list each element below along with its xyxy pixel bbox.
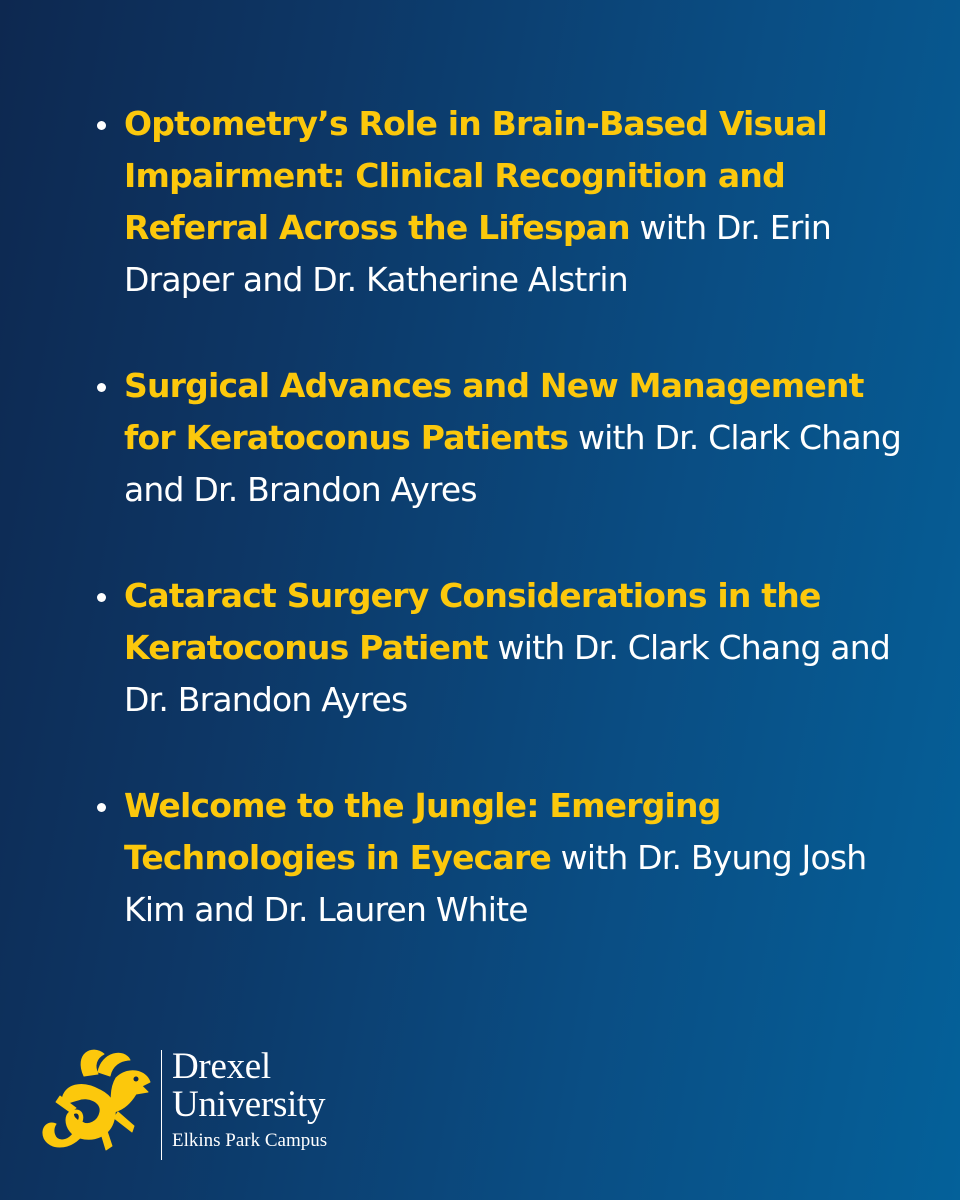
- logo-divider: [161, 1050, 162, 1160]
- drexel-logo: [40, 1046, 370, 1166]
- session-speakers: with Dr. Byung Josh Kim and Dr. Lauren White: [124, 838, 867, 929]
- session-item: [88, 360, 918, 516]
- session-title: Surgical Advances and New Management for Keratoconus Patients: [124, 366, 864, 457]
- logo-text-drexel: Drexel: [172, 1046, 271, 1087]
- session-speakers: with Dr. Clark Chang and Dr. Brandon Ayres: [124, 418, 902, 509]
- session-speakers: with Dr. Erin Draper and Dr. Katherine Alstrin: [124, 208, 832, 299]
- dragon-icon: [40, 1046, 156, 1156]
- logo-text-campus: Elkins Park Campus: [172, 1130, 328, 1151]
- session-list: [88, 98, 918, 990]
- session-item: [88, 780, 918, 936]
- logo-wordmark: [172, 1048, 327, 1155]
- session-speakers: with Dr. Clark Chang and Dr. Brandon Ayres: [124, 628, 890, 719]
- bullet-icon: [97, 121, 106, 130]
- session-title: Cataract Surgery Considerations in the Keratoconus Patient: [124, 576, 821, 667]
- session-title: Welcome to the Jungle: Emerging Technologies in Eyecare: [124, 786, 721, 877]
- bullet-icon: [97, 593, 106, 602]
- bullet-icon: [97, 803, 106, 812]
- session-item: [88, 570, 918, 726]
- session-title: Optometry’s Role in Brain-Based Visual Impairment: Clinical Recognition and Referral Across the Lifespan: [124, 104, 828, 247]
- session-item: [88, 98, 918, 306]
- logo-text-university: University: [172, 1084, 326, 1125]
- bullet-icon: [97, 383, 106, 392]
